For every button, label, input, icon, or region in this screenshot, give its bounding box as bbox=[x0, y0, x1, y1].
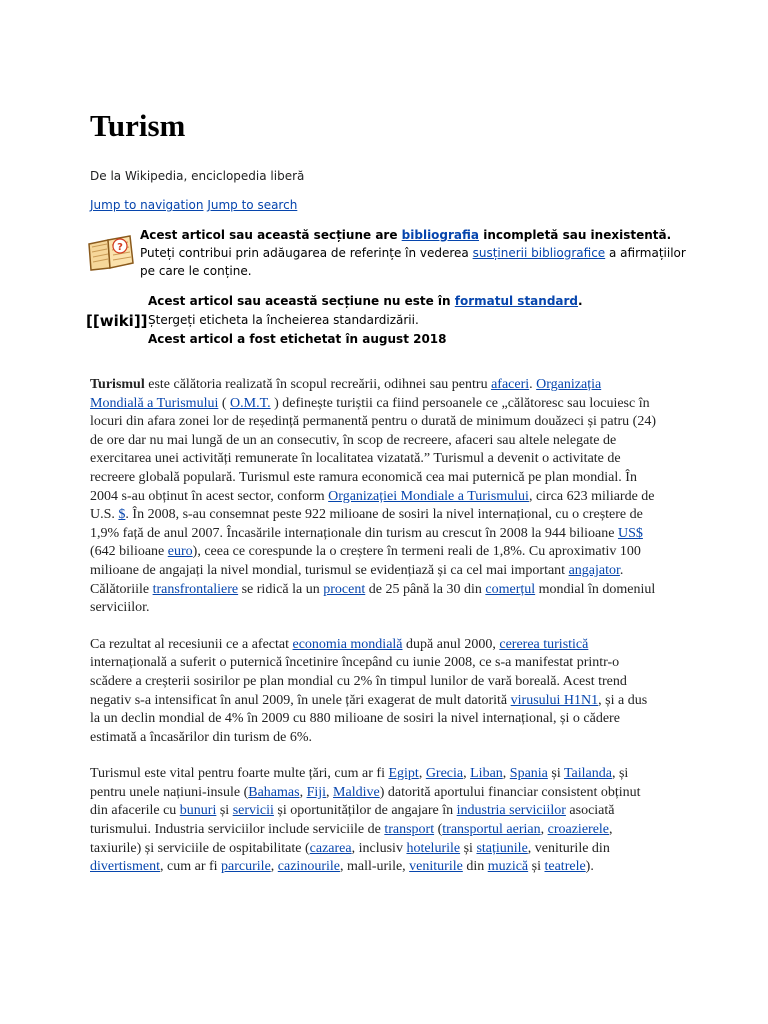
article-link[interactable]: $ bbox=[118, 507, 126, 523]
article-text: . În 2008, s-au consemnat peste 922 milioane de sosiri la nivel internațional, cu o creștere de 1,9% față de anul 2007. Încasările internaționale din turism au crescut în 2008 la 944 bilioane bbox=[90, 507, 643, 541]
article-text: Ca rezultat al recesiunii ce a afectat bbox=[90, 636, 293, 652]
article-link[interactable]: parcurile bbox=[221, 859, 271, 875]
article-link[interactable]: Spania bbox=[509, 766, 548, 782]
article-link[interactable]: veniturile bbox=[409, 859, 463, 875]
article-link[interactable]: teatrele bbox=[544, 859, 586, 875]
page-title: Turism bbox=[90, 108, 186, 143]
paragraph-2 bbox=[90, 636, 656, 748]
article-text: ) datorită aportului financiar consistent obținut din afacerile cu bbox=[90, 784, 641, 819]
bibliography-notice-text bbox=[140, 226, 700, 280]
article-link[interactable]: cererea turistică bbox=[499, 636, 589, 652]
article-link[interactable]: servicii bbox=[232, 803, 274, 819]
bibliography-link[interactable]: bibliografia bbox=[401, 228, 480, 242]
article-text: , taxiurile) și serviciile de ospitabilitate ( bbox=[90, 822, 613, 856]
article-link[interactable]: Grecia bbox=[425, 766, 464, 782]
paragraph-1 bbox=[90, 376, 656, 618]
article-link[interactable]: angajator bbox=[568, 562, 620, 578]
format-notice-text bbox=[148, 292, 668, 349]
jump-links bbox=[90, 198, 297, 212]
article-link[interactable]: hotelurile bbox=[406, 840, 461, 856]
article-link[interactable]: Maldive bbox=[333, 784, 380, 800]
article-text: . Călătoriile bbox=[90, 562, 624, 597]
article-text: , cum ar fi bbox=[160, 859, 222, 875]
article-link[interactable]: divertisment bbox=[90, 859, 160, 875]
notice-text: Acest articol sau această secțiune nu este în bbox=[148, 294, 455, 308]
article-text: Turismul este vital pentru foarte multe țări, cum ar fi bbox=[90, 766, 389, 782]
article-text: din bbox=[462, 859, 488, 875]
article-link[interactable]: Fiji bbox=[306, 784, 327, 800]
article-body bbox=[90, 376, 656, 895]
standard-format-link[interactable]: formatul standard bbox=[454, 294, 579, 308]
article-text: mondial în domeniul serviciilor. bbox=[90, 581, 656, 616]
article-link[interactable]: transfrontaliere bbox=[152, 581, 239, 597]
article-link[interactable]: Organizației Mondiale a Turismului bbox=[328, 488, 529, 504]
article-text: este călătoria realizată în scopul recreării, odihnei sau pentru bbox=[144, 377, 492, 392]
article-text: și bbox=[460, 840, 477, 856]
jump-to-navigation-link[interactable]: Jump to navigation bbox=[90, 198, 204, 212]
notice-text: Acest articol a fost etichetat în august 2018 bbox=[148, 332, 447, 346]
article-text: , bbox=[270, 859, 278, 875]
wiki-tag-icon: [[wiki]] bbox=[86, 312, 148, 330]
article-link[interactable]: bunuri bbox=[179, 803, 217, 819]
article-text: asociată turismului. Industria serviciilor include serviciile de bbox=[90, 803, 615, 838]
article-text: , bbox=[502, 766, 510, 782]
article-link[interactable]: O.M.T. bbox=[230, 395, 271, 411]
article-text: , veniturile din bbox=[527, 840, 610, 856]
article-text: , și a dus la un declin mondial de 4% în 2009 cu 880 milioane de sosiri la nivel internațional, și o cădere estimată a încasărilor din turism de 6%. bbox=[90, 692, 648, 745]
article-text: de 25 până la 30 din bbox=[365, 581, 486, 597]
svg-text:?: ? bbox=[117, 242, 123, 253]
article-link[interactable]: virusului H1N1 bbox=[510, 692, 599, 708]
article-link[interactable]: transportul aerian bbox=[442, 822, 541, 838]
book-question-icon bbox=[86, 232, 136, 272]
article-text: ) definește turiștii ca fiind persoanele ce „călătoresc sau locuiesc în locuri din afara zonei lor de reședință permanentă pentru o durată de minimum douăzeci și patru (24) de ore dar nu mai lungă de un an consecutiv, în scop de recreere, afaceri sau altele nelegate de exercitarea unei activități remunerate în localitatea vizatată.” Turismul a devenit o activitate de recreere globală populară. Turismul este ramura economică cea mai puternică pe plan mondial. În 2004 s-au obținut în acest sector, conform bbox=[90, 395, 657, 504]
article-link[interactable]: cazarea bbox=[309, 840, 352, 856]
article-text: , bbox=[540, 822, 548, 838]
notice-text: Ștergeți eticheta la încheierea standardizării. bbox=[148, 313, 419, 327]
article-link[interactable]: transport bbox=[384, 822, 435, 838]
article-text: și bbox=[528, 859, 545, 875]
article-text: (642 bilioane bbox=[90, 544, 168, 560]
article-text: ( bbox=[218, 395, 231, 411]
notice-text: Acest articol sau această secțiune are bbox=[140, 228, 402, 242]
article-link[interactable]: US$ bbox=[617, 525, 643, 541]
article-text: , inclusiv bbox=[351, 840, 407, 856]
article-link[interactable]: afaceri bbox=[491, 377, 530, 392]
article-text: și bbox=[216, 803, 233, 819]
article-text: ( bbox=[434, 822, 443, 838]
article-link[interactable]: croazierele bbox=[547, 822, 610, 838]
jump-to-search-link[interactable]: Jump to search bbox=[207, 198, 298, 212]
article-link[interactable]: muzică bbox=[487, 859, 529, 875]
article-text: . bbox=[529, 377, 537, 392]
article-link[interactable]: economia mondială bbox=[292, 636, 403, 652]
article-text: , circa 623 miliarde de U.S. bbox=[90, 488, 655, 523]
article-text: se ridică la un bbox=[238, 581, 324, 597]
page-subtitle: De la Wikipedia, enciclopedia liberă bbox=[90, 169, 305, 183]
article-text: ). bbox=[585, 859, 594, 875]
article-text: , mall-urile, bbox=[339, 859, 410, 875]
article-text: , bbox=[463, 766, 471, 782]
article-term: Turismul bbox=[90, 377, 145, 392]
article-text: , bbox=[326, 784, 334, 800]
article-link[interactable]: cazinourile bbox=[277, 859, 340, 875]
article-link[interactable]: procent bbox=[323, 581, 366, 597]
article-text: după anul 2000, bbox=[402, 636, 500, 652]
article-text: și oportunităților de angajare în bbox=[273, 803, 457, 819]
article-link[interactable]: Organizația Mondială a Turismului bbox=[90, 377, 602, 411]
article-link[interactable]: Bahamas bbox=[248, 784, 300, 800]
article-link[interactable]: Egipt bbox=[388, 766, 419, 782]
notice-text: Puteți contribui prin adăugarea de referințe în vederea bbox=[140, 246, 473, 260]
article-text: , bbox=[418, 766, 426, 782]
article-text: , bbox=[299, 784, 307, 800]
article-text: și bbox=[547, 766, 564, 782]
article-link[interactable]: Tailanda bbox=[563, 766, 612, 782]
article-text: , și pentru unele națiuni-insule ( bbox=[90, 766, 629, 800]
article-text: ), ceea ce corespunde la o creștere în termeni reali de 1,8%. Cu aproximativ 100 milioane de angajați la nivel mondial, turismul se evidențiază și ca cel mai important bbox=[90, 544, 641, 578]
article-link[interactable]: comerțul bbox=[485, 581, 536, 597]
bibliographic-support-link[interactable]: susținerii bibliografice bbox=[472, 246, 606, 260]
article-link[interactable]: stațiunile bbox=[476, 840, 528, 856]
article-link[interactable]: euro bbox=[167, 544, 193, 560]
article-link[interactable]: industria serviciilor bbox=[456, 803, 566, 819]
notice-text: . bbox=[578, 294, 583, 308]
notice-text: incompletă sau inexistentă. bbox=[479, 228, 672, 242]
article-link[interactable]: Liban bbox=[470, 766, 503, 782]
notice-text: a afirmațiilor pe care le conține. bbox=[140, 246, 686, 278]
paragraph-3 bbox=[90, 765, 656, 877]
article-text: internațională a suferit o puternică încetinire începând cu iunie 2008, ce s-a manifestat printr-o scădere a creșterii sosirilor pe plan mondial cu 2% în timpul lunilor de vară boreală. Acest trend negativ s-a intensificat în anul 2009, în unele țări exagerat de mult datorită bbox=[90, 655, 627, 708]
